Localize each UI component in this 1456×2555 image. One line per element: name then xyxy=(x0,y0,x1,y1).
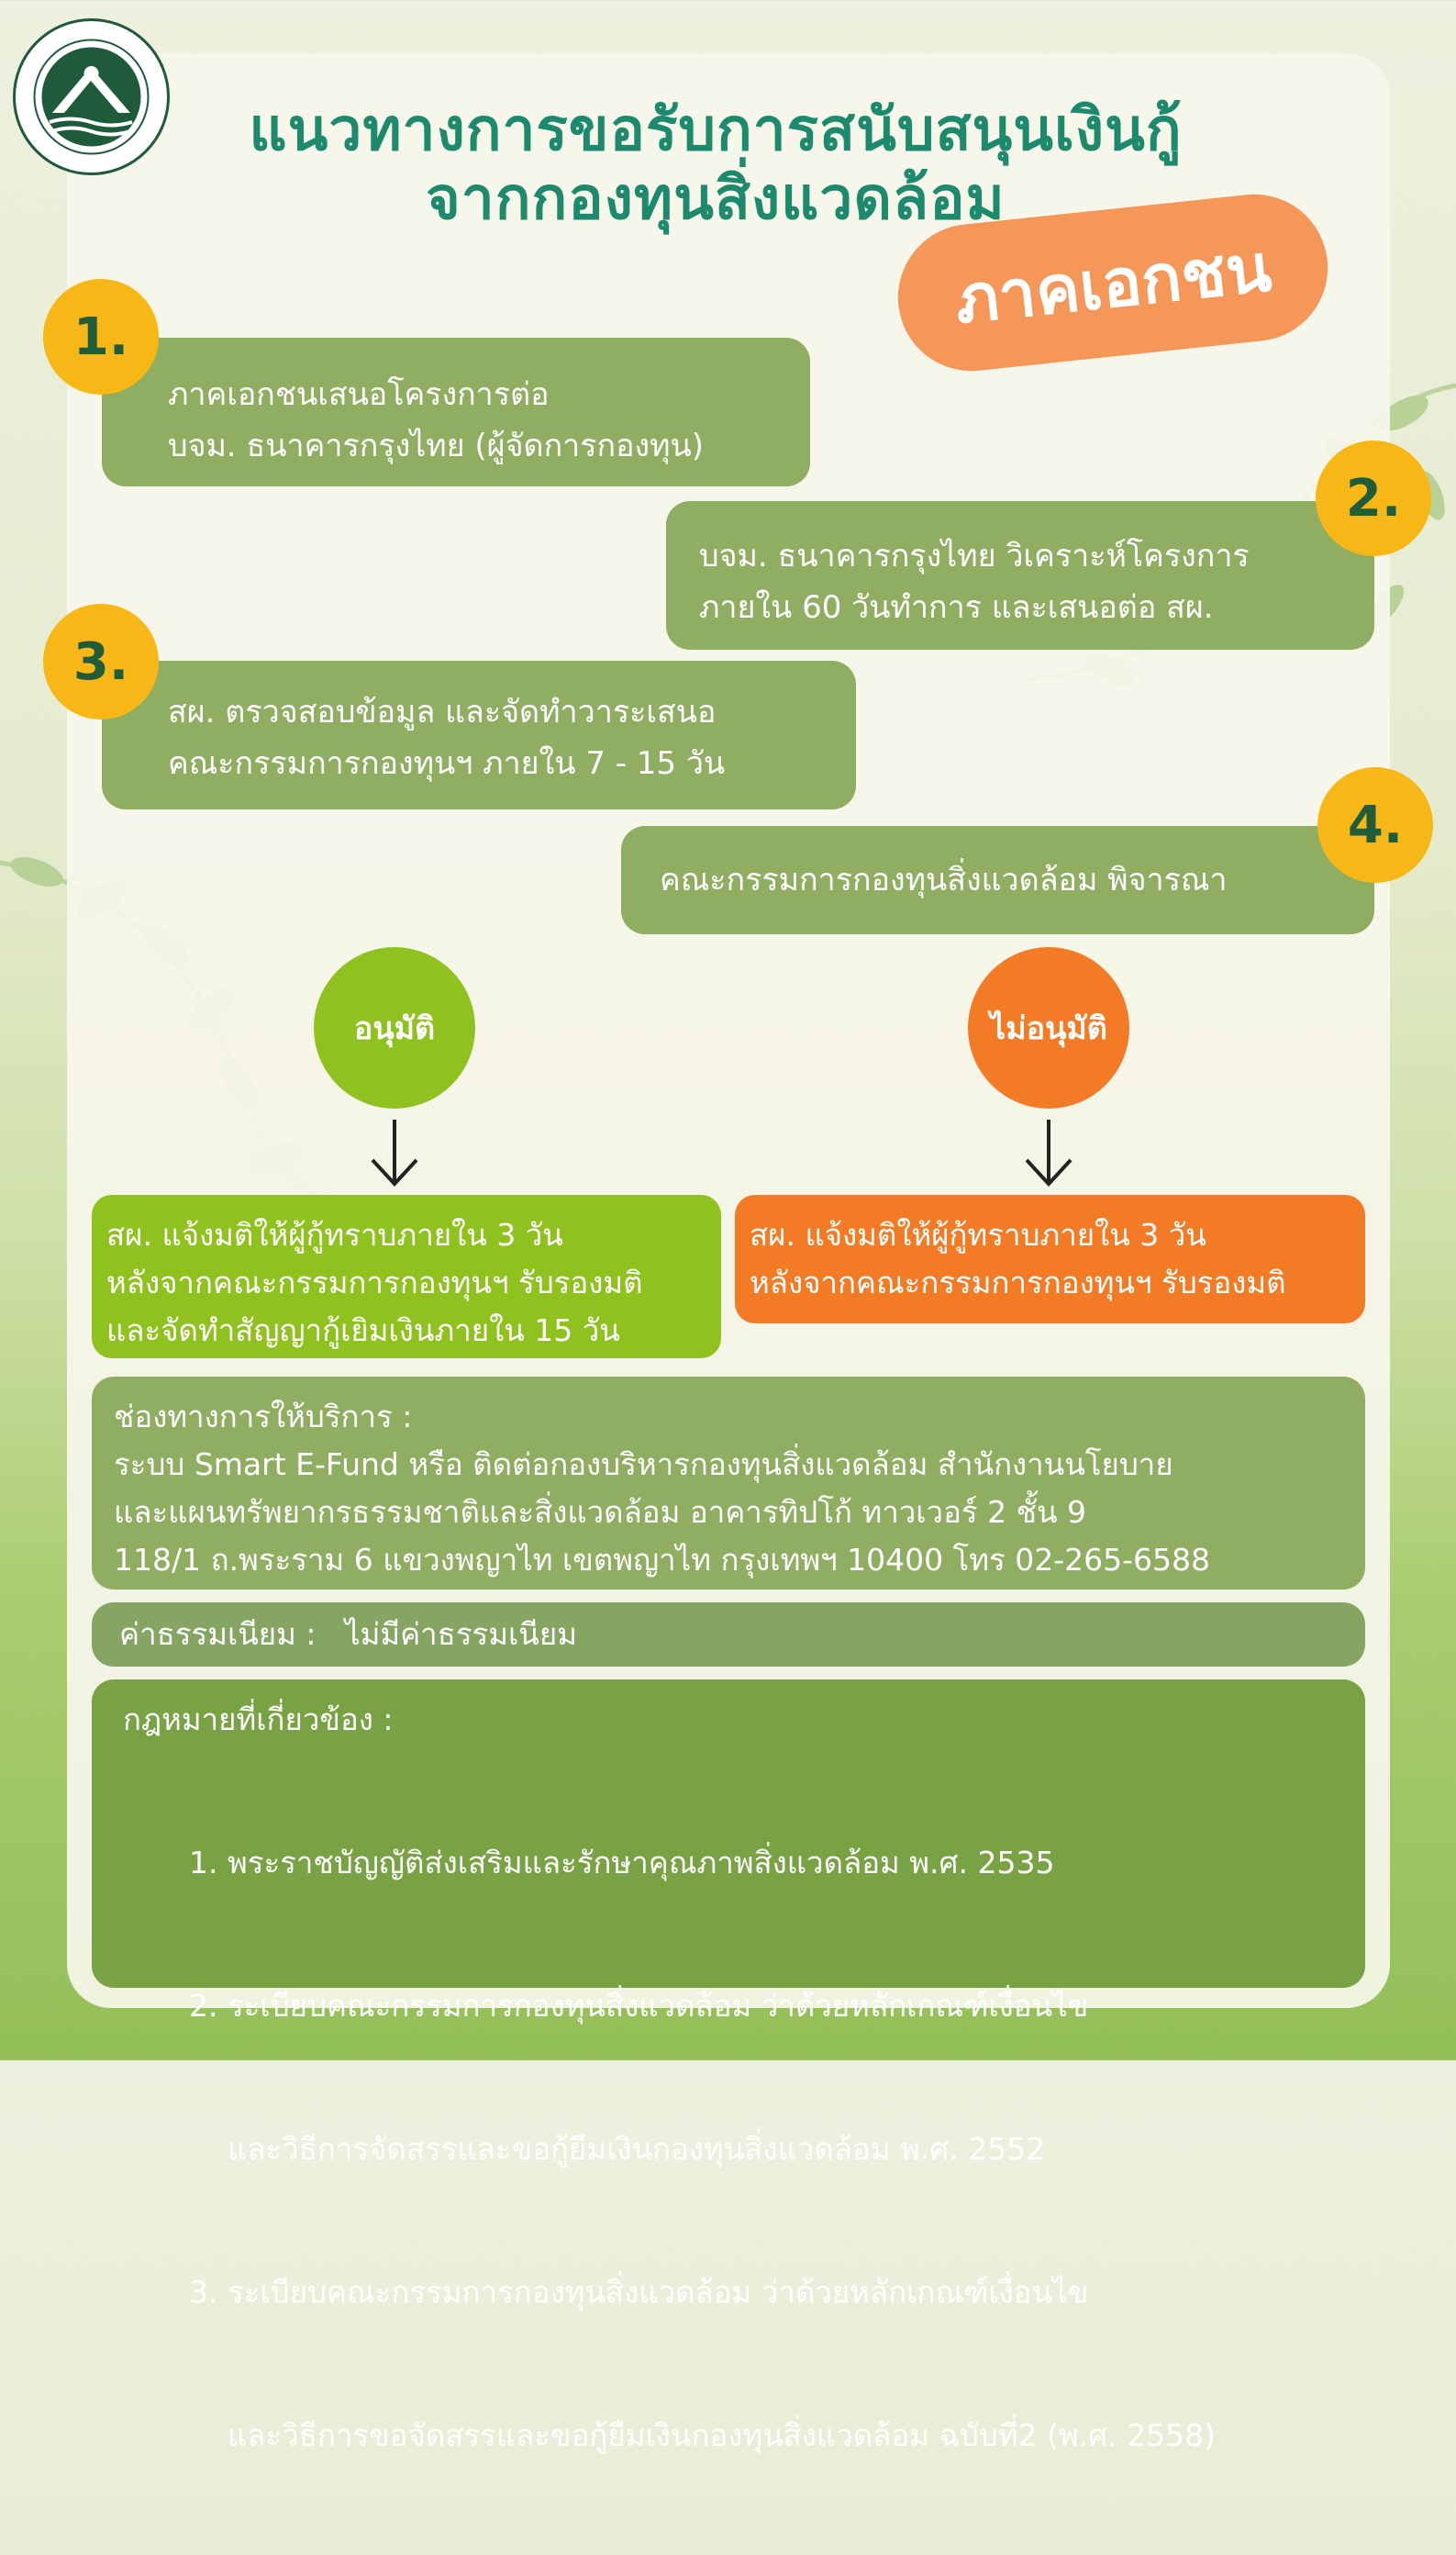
step-3-line1: สผ. ตรวจสอบข้อมูล และจัดทำวาระเสนอ xyxy=(168,694,717,731)
page-title-line1: แนวทางการขอรับการสนับสนุนเงินกู้ xyxy=(249,96,1183,164)
reject-result-box xyxy=(735,1195,1365,1323)
approve-circle: อนุมัติ xyxy=(314,947,475,1109)
step-1-line2: บจม. ธนาคารกรุงไทย (ผู้จัดการกองทุน) xyxy=(168,428,705,464)
step-2-badge: 2. xyxy=(1316,441,1431,556)
law-item-1: 1. พระราชบัญญัติส่งเสริมและรักษาคุณภาพสิ่งแวดล้อม พ.ศ. 2535 xyxy=(189,1845,1055,1880)
reject-circle: ไม่อนุมัติ xyxy=(968,947,1129,1109)
step-3-line2: คณะกรรมการกองทุนฯ ภายใน 7 - 15 วัน xyxy=(168,745,726,782)
reject-result-line2: หลังจากคณะกรรมการกองทุนฯ รับรองมติ xyxy=(750,1265,1286,1300)
step-2-box xyxy=(666,501,1374,650)
step-1-box xyxy=(102,338,810,486)
step-2-line2: ภายใน 60 วันทำการ และเสนอต่อ สผ. xyxy=(699,589,1214,626)
onep-emblem-icon xyxy=(11,17,172,177)
step-1-badge: 1. xyxy=(43,279,159,395)
step-3-badge: 3. xyxy=(43,604,159,720)
step-4-line1: คณะกรรมการกองทุนสิ่งแวดล้อม พิจารณา xyxy=(660,862,1228,898)
step-1-line1: ภาคเอกชนเสนอโครงการต่อ xyxy=(168,376,550,413)
service-line2: และแผนทรัพยากรธรรมชาติและสิ่งแวดล้อม อาคารทิปโก้ ทาวเวอร์ 2 ชั้น 9 xyxy=(114,1494,1087,1530)
related-law-box xyxy=(92,1679,1365,2453)
fee-box xyxy=(92,1602,1365,1667)
approve-result-line2: หลังจากคณะกรรมการกองทุนฯ รับรองมติ xyxy=(106,1265,643,1300)
approve-down-arrow-icon xyxy=(367,1118,422,1191)
fee-value: ไม่มีค่าธรรมเนียม xyxy=(344,1616,577,1652)
law-heading: กฎหมายที่เกี่ยวข้อง : xyxy=(123,1701,394,1737)
step-2-line1: บจม. ธนาคารกรุงไทย วิเคราะห์โครงการ xyxy=(699,538,1250,575)
service-line1: ระบบ Smart E-Fund หรือ ติดต่อกองบริหารกองทุนสิ่งแวดล้อม สำนักงานนโยบาย xyxy=(114,1446,1173,1482)
service-heading: ช่องทางการให้บริการ : xyxy=(114,1399,413,1434)
step-4-box xyxy=(621,826,1374,934)
step-3-box xyxy=(102,661,856,809)
fee-label: ค่าธรรมเนียม : xyxy=(119,1616,317,1652)
reject-down-arrow-icon xyxy=(1021,1118,1076,1191)
law-item-3: 3. ระเบียบคณะกรรมการกองทุนสิ่งแวดล้อม ว่าด้วยหลักเกณฑ์เงื่อนไข xyxy=(189,2274,1089,2310)
law-item-2-cont: และวิธีการจัดสรรและขอกู้ยืมเงินกองทุนสิ่งแวดล้อม พ.ศ. 2552 xyxy=(189,2131,1046,2167)
approve-result-line1: สผ. แจ้งมติให้ผู้กู้ทราบภายใน 3 วัน xyxy=(106,1217,563,1253)
sector-tag: ภาคเอกชน xyxy=(891,187,1335,378)
approve-result-box xyxy=(92,1195,721,1358)
reject-result-line1: สผ. แจ้งมติให้ผู้กู้ทราบภายใน 3 วัน xyxy=(750,1217,1206,1253)
approve-result-line3: และจัดทำสัญญากู้เยิมเงินภายใน 15 วัน xyxy=(106,1312,620,1348)
page-title-line2: จากกองทุนสิ่งแวดล้อม xyxy=(426,165,1006,233)
service-channel-box xyxy=(92,1377,1365,1590)
law-item-3-cont: และวิธีการขอจัดสรรและขอกู้ยืมเงินกองทุนสิ่งแวดล้อม ฉบับที่2 (พ.ศ. 2558) xyxy=(189,2417,1216,2453)
step-4-badge: 4. xyxy=(1317,767,1433,883)
law-item-2: 2. ระเบียบคณะกรรมการกองทุนสิ่งแวดล้อม ว่าด้วยหลักเกณฑ์เงื่อนไข xyxy=(189,1988,1089,2024)
service-line3: 118/1 ถ.พระราม 6 แขวงพญาไท เขตพญาไท กรุงเทพฯ 10400 โทร 02-265-6588 xyxy=(114,1542,1211,1578)
